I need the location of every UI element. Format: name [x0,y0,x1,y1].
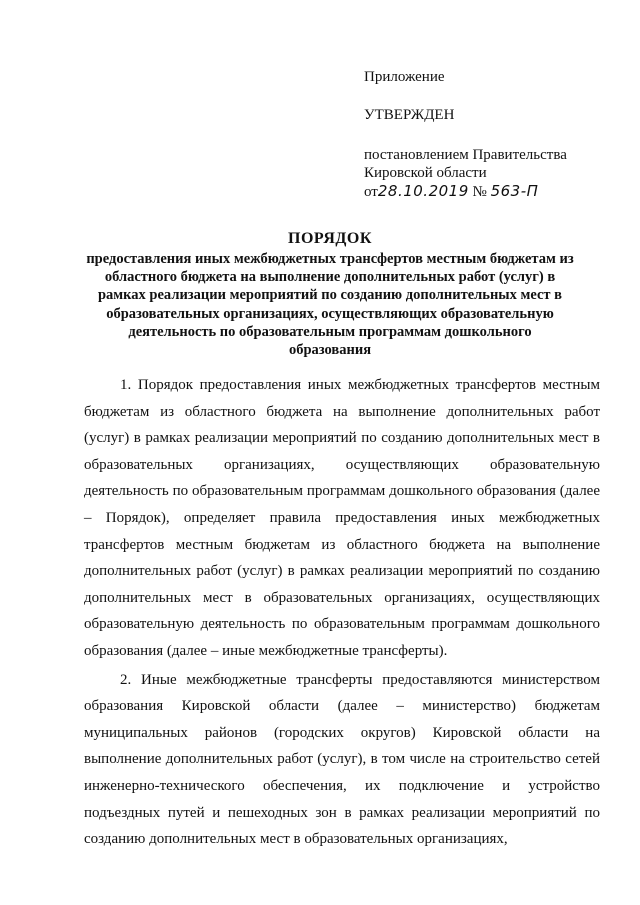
paragraph-2: 2. Иные межбюджетные трансферты предоставляются министерством образования Кировской области (далее – министерство) бюджетам муниципальных районов (городских округов) Кировской области на выполнение дополнительных работ (услуг), в том числе на строительство сетей инженерно-технического обеспечения, их подключение и устройство подъездных путей и пешеходных зон в рамках реализации мероприятий по созданию дополнительных мест в образовательных организациях, [84,671,600,848]
approved-label: УТВЕРЖДЕН [364,107,455,123]
date-prefix: от [364,184,378,200]
paragraph-1: 1. Порядок предоставления иных межбюджетных трансфертов местным бюджетам из областного бюджета на выполнение дополнительных работ (услуг) в рамках реализации мероприятий по созданию дополнительных мест в образовательных организациях, осуществляющих образовательную деятельность по образовательным программам дошкольного образования (далее – Порядок), определяет правила предоставления иных межбюджетных трансфертов местным бюджетам из областного бюджета на выполнение дополнительных работ (услуг) в рамках реализации мероприятий по созданию дополнительных мест в образовательных организациях, осуществляющих образовательную деятельность по образовательным программам дошкольного образования (далее – иные межбюджетные трансферты). [84,377,600,659]
region-text: Кировской области [364,165,487,181]
document-title: ПОРЯДОК [288,230,372,247]
approval-block [364,68,604,201]
date-number-line [364,182,604,201]
number-prefix: № [472,184,487,200]
appendix-label: Приложение [364,69,445,85]
document-subtitle: предоставления иных межбюджетных трансфертов местным бюджетам из областного бюджета на выполнение дополнительных работ (услуг) в рамках реализации мероприятий по созданию дополнительных мест в образовательных организациях, осуществляющих образовательную деятельность по образовательным программам дошкольного образования [86,251,574,359]
handwritten-date: 28.10.2019 [377,182,469,200]
document-body [84,372,600,853]
decree-text: постановлением Правительства [364,147,567,163]
handwritten-number: 563-П [490,182,539,200]
